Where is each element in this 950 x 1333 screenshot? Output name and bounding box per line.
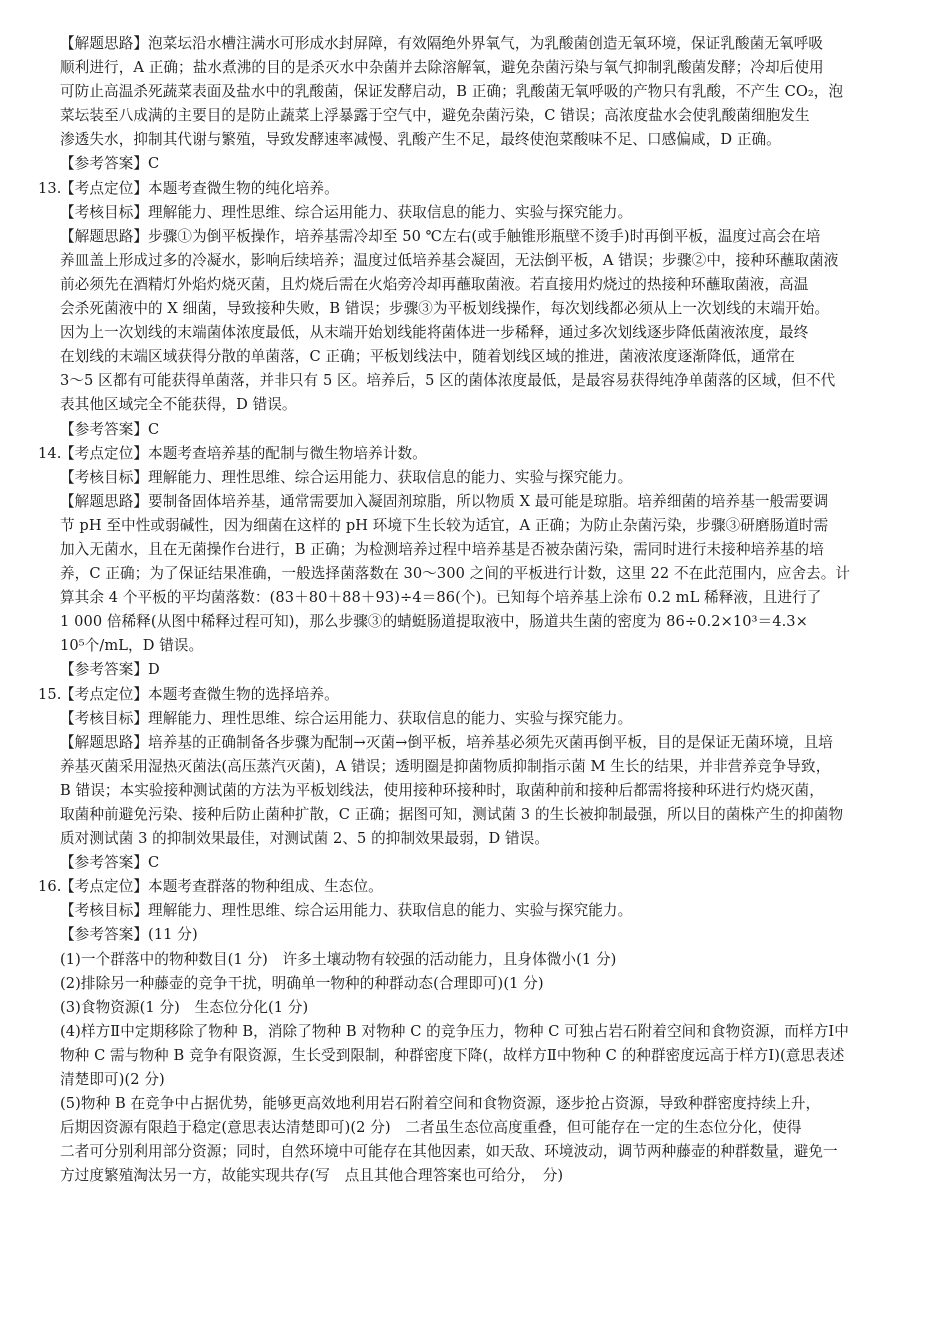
q12-reasoning-line: 可防止高温杀死蔬菜表面及盐水中的乳酸菌，保证发酵启动，B 正确；乳酸菌无氧呼吸的产物只有乳酸，不产生 CO₂，泡 (60, 83, 844, 101)
q16-answer-line: 二者可分别利用部分资源；同时，自然环境中可能存在其他因素，如天敌、环境波动，调节两种藤壶的种群数量，避免一 (60, 1143, 838, 1161)
q15-answer: 【参考答案】C (60, 854, 160, 872)
q14-reasoning-line: 10⁵个/mL，D 错误。 (60, 637, 204, 655)
q15-target: 【考核目标】理解能力、理性思维、综合运用能力、获取信息的能力、实验与探究能力。 (60, 709, 633, 727)
question-13-section (38, 177, 910, 442)
q16-answer-line: 清楚即可)(2 分) (60, 1071, 165, 1089)
q16-number: 16. (38, 878, 62, 896)
q16-target: 【考核目标】理解能力、理性思维、综合运用能力、获取信息的能力、实验与探究能力。 (60, 902, 633, 920)
q15-reasoning-line: 取菌种前避免污染、接种后防止菌种扩散，C 正确；据图可知，测试菌 3 的生长被抑制最强，所以目的菌株产生的抑菌物 (60, 806, 844, 823)
q16-answer-line: 物种 C 需与物种 B 竞争有限资源，生长受到限制，种群密度下降(，故样方Ⅱ中物种 C 的种群密度远高于样方Ⅰ)(意思表述 (60, 1046, 845, 1064)
q16-answer-line: (1)一个群落中的物种数目(1 分) 许多土壤动物有较强的活动能力，且身体微小(1 分) (60, 950, 617, 968)
q15-reasoning (38, 731, 910, 851)
q13-reasoning-line: 在划线的末端区域获得分散的单菌落，C 正确；平板划线法中，随着划线区域的推进，菌液浓度逐渐降低，通常在 (60, 348, 795, 366)
q12-answer: 【参考答案】C (60, 155, 160, 173)
q15-reasoning-line: B 错误；本实验接种测试菌的方法为平板划线法，使用接种环接种时，取菌种前和接种后都需将接种环进行灼烧灭菌， (60, 781, 824, 799)
q13-reasoning-line: 前必须先在酒精灯外焰灼烧灭菌，且灼烧后需在火焰旁冷却再蘸取菌液。若直接用灼烧过的热接种环蘸取菌液，高温 (60, 275, 809, 293)
q13-reasoning-line: 养皿盖上形成过多的冷凝水，影响后续培养；温度过低培养基会凝固，无法倒平板，A 错误；步骤②中，接种环蘸取菌液 (60, 251, 839, 269)
q16-answer-line: (2)排除另一种藤壶的竞争干扰，明确单一物种的种群动态(合理即可)(1 分) (60, 974, 544, 992)
q16-answer-line: 后期因资源有限趋于稳定(意思表达清楚即可)(2 分) 二者虽生态位高度重叠，但可能存在一定的生态位分化，使得 (60, 1119, 802, 1137)
question-15-section (38, 683, 910, 876)
q13-reasoning-line: 表其他区域完全不能获得，D 错误。 (60, 396, 297, 414)
q12-reasoning-line: 菜坛装至八成满的主要目的是防止蔬菜上浮暴露于空气中，避免杂菌污染，C 错误；高浓度盐水会使乳酸菌细胞发生 (60, 107, 810, 125)
q14-reasoning-line: 加入无菌水，且在无菌操作台进行，B 正确；为检测培养过程中培养基是否被杂菌污染，需同时进行未接种培养基的培 (60, 540, 824, 558)
question-16-section (38, 875, 910, 1188)
q14-reasoning-line: 算其余 4 个平板的平均菌落数：(83＋80＋88＋93)÷4＝86(个)。已知每个培养基上涂布 0.2 mL 稀释液，且进行了 (60, 589, 822, 607)
q13-target: 【考核目标】理解能力、理性思维、综合运用能力、获取信息的能力、实验与探究能力。 (60, 203, 633, 221)
answer-document (38, 32, 910, 1189)
q14-reasoning-line: 1 000 倍稀释(从图中稀释过程可知)，那么步骤③的蜻蜓肠道提取液中，肠道共生菌的密度为 86÷0.2×10³＝4.3× (60, 613, 808, 631)
q13-reasoning-line: 因为上一次划线的末端菌体浓度最低，从末端开始划线能将菌体进一步稀释，通过多次划线逐步降低菌液浓度，最终 (60, 324, 809, 342)
q14-reasoning (38, 490, 910, 659)
q13-reasoning (38, 225, 910, 418)
q13-reasoning-line: 会杀死菌液中的 X 细菌，导致接种失败，B 错误；步骤③为平板划线操作，每次划线都必须从上一次划线的末端开始。 (60, 300, 830, 318)
q14-reasoning-line: 节 pH 至中性或弱碱性，因为细菌在这样的 pH 环境下生长较为适宜，A 正确；为防止杂菌污染，步骤③研磨肠道时需 (60, 516, 829, 534)
q12-reasoning (38, 32, 910, 152)
q15-reasoning-line: 质对测试菌 3 的抑制效果最佳，对测试菌 2、5 的抑制效果最弱，D 错误。 (60, 830, 550, 848)
q14-answer: 【参考答案】D (60, 661, 160, 679)
q13-answer: 【参考答案】C (60, 420, 160, 438)
q16-answer-line: (4)样方Ⅱ中定期移除了物种 B，消除了物种 B 对物种 C 的竞争压力，物种 C 可独占岩石附着空间和食物资源，而样方Ⅰ中 (60, 1022, 849, 1040)
q13-number: 13. (38, 179, 62, 197)
q16-answer-line: (5)物种 B 在竞争中占据优势，能够更高效地利用岩石附着空间和食物资源，逐步抢占资源，导致种群密度持续上升， (60, 1095, 821, 1113)
q15-reasoning-line: 【解题思路】培养基的正确制备各步骤为配制→灭菌→倒平板，培养基必须先灭菌再倒平板，目的是保证无菌环境，且培 (60, 733, 833, 751)
q13-reasoning-line: 【解题思路】步骤①为倒平板操作，培养基需冷却至 50 ℃左右(或手触锥形瓶壁不烫手)时再倒平板，温度过高会在培 (60, 227, 821, 245)
q16-answer-header: 【参考答案】(11 分) (60, 926, 198, 944)
q12-reasoning-line: 渗透失水，抑制其代谢与繁殖，导致发酵速率减慢、乳酸产生不足，最终使泡菜酸味不足、口感偏咸，D 正确。 (60, 131, 781, 149)
q15-reasoning-line: 养基灭菌采用湿热灭菌法(高压蒸汽灭菌)，A 错误；透明圈是抑菌物质抑制指示菌 M 生长的结果，并非营养竞争导致， (60, 757, 831, 775)
question-12-section (38, 32, 910, 177)
q16-answer-body (38, 948, 910, 1189)
q15-number: 15. (38, 685, 62, 703)
q14-target: 【考核目标】理解能力、理性思维、综合运用能力、获取信息的能力、实验与探究能力。 (60, 468, 633, 486)
q14-reasoning-line: 【解题思路】要制备固体培养基，通常需要加入凝固剂琼脂，所以物质 X 最可能是琼脂。培养细菌的培养基一般需要调 (60, 492, 829, 510)
q12-reasoning-line: 【解题思路】泡菜坛沿水槽注满水可形成水封屏障，有效隔绝外界氧气，为乳酸菌创造无氧环境，保证乳酸菌无氧呼吸 (60, 35, 824, 52)
q14-locate: 【考点定位】本题考查培养基的配制与微生物培养计数。 (60, 444, 427, 462)
q13-locate: 【考点定位】本题考查微生物的纯化培养。 (60, 179, 339, 197)
q13-reasoning-line: 3～5 区都有可能获得单菌落，并非只有 5 区。培养后，5 区的菌体浓度最低，是最容易获得纯净单菌落的区域，但不代 (60, 372, 836, 390)
q14-reasoning-line: 养，C 正确；为了保证结果准确，一般选择菌落数在 30～300 之间的平板进行计数，这里 22 不在此范围内，应舍去。计 (60, 565, 851, 583)
q12-reasoning-line: 顺利进行，A 正确；盐水煮沸的目的是杀灭水中杂菌并去除溶解氧，避免杂菌污染与氧气抑制乳酸菌发酵；冷却后使用 (60, 59, 824, 77)
q16-answer-line: (3)食物资源(1 分) 生态位分化(1 分) (60, 998, 309, 1016)
q15-locate: 【考点定位】本题考查微生物的选择培养。 (60, 685, 339, 703)
question-14-section (38, 442, 910, 683)
q16-answer-line: 方过度繁殖淘汰另一方，故能实现共存(写 点且其他合理答案也可给分， 分) (60, 1167, 564, 1185)
q14-number: 14. (38, 444, 62, 462)
q16-locate: 【考点定位】本题考查群落的物种组成、生态位。 (60, 878, 383, 896)
